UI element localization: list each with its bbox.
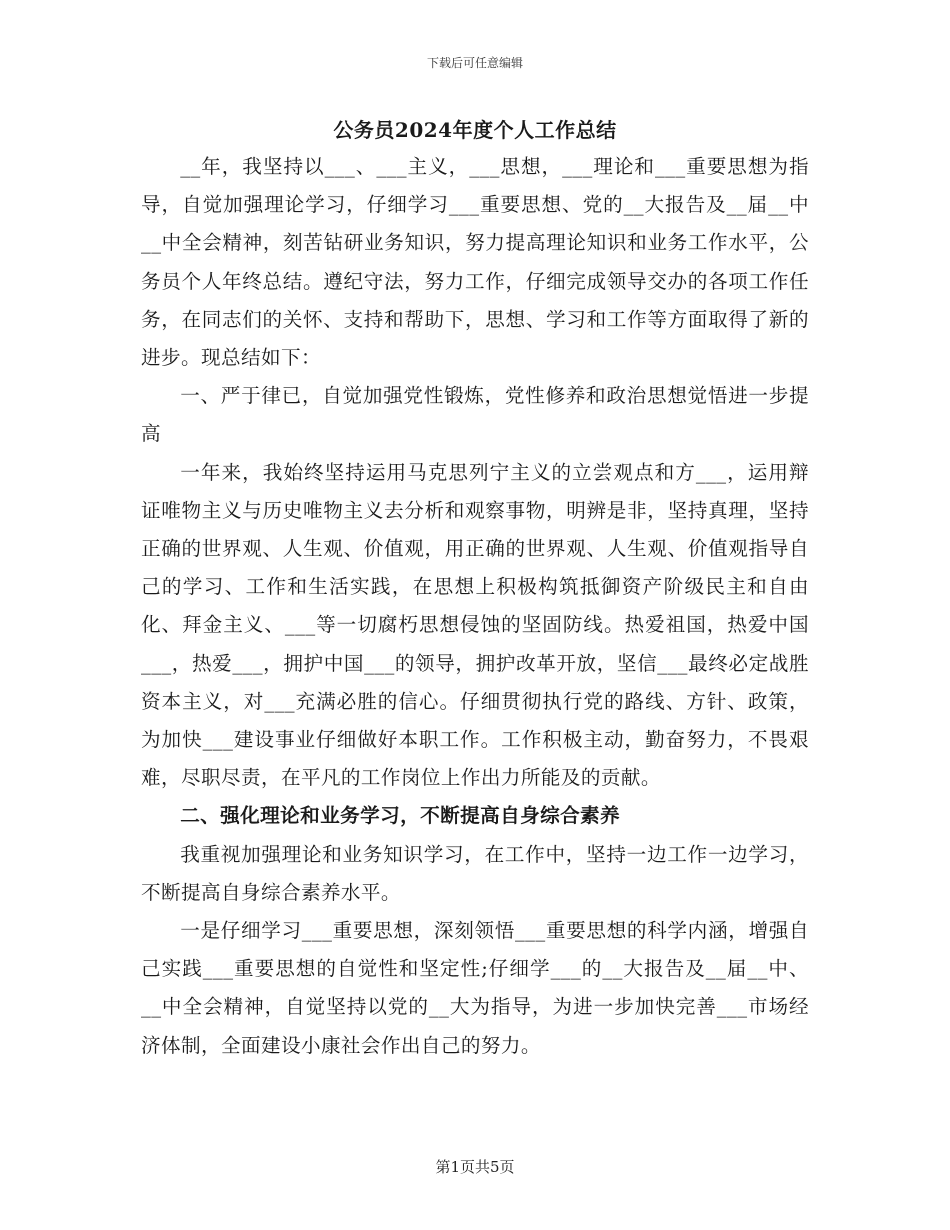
paragraph-section-2-intro: 我重视加强理论和业务知识学习，在工作中，坚持一边工作一边学习，不断提高自身综合素养水平。 <box>141 842 809 904</box>
header-note: 下载后可任意编辑 <box>426 56 523 70</box>
section-heading-2: 二、强化理论和业务学习，不断提高自身综合素养 <box>180 804 621 828</box>
document-title: 公务员2024年度个人工作总结 <box>333 118 617 142</box>
page-number-footer: 第1页共5页 <box>435 1158 515 1176</box>
document-body <box>141 148 809 1065</box>
paragraph-section-2-point-1: 一是仔细学习___重要思想，深刻领悟___重要思想的科学内涵，增强自己实践___重要思想的自觉性和坚定性;仔细学___的__大报告及__届__中、__中全会精神，自觉坚持以党的__大为指导，为进一步加快完善___市场经济体制，全面建设小康社会作出自己的努力。 <box>141 919 809 1057</box>
paragraph-section-1: 一年来，我始终坚持运用马克思列宁主义的立尝观点和方___，运用辩证唯物主义与历史唯物主义去分析和观察事物，明辨是非，坚持真理，坚持正确的世界观、人生观、价值观，用正确的世界观、人生观、价值观指导自己的学习、工作和生活实践，在思想上积极构筑抵御资产阶级民主和自由化、拜金主义、___等一切腐朽思想侵蚀的坚固防线。热爱祖国，热爱中国___，热爱___，拥护中国___的领导，拥护改革开放，坚信___最终必定战胜资本主义，对___充满必胜的信心。仔细贯彻执行党的路线、方针、政策，为加快___建设事业仔细做好本职工作。工作积极主动，勤奋努力，不畏艰难，尽职尽责，在平凡的工作岗位上作出力所能及的贡献。 <box>141 460 809 790</box>
section-heading-1: 一、严于律已，自觉加强党性锻炼，党性修养和政治思想觉悟进一步提高 <box>141 384 809 446</box>
paragraph-intro: __年，我坚持以___、___主义，___思想，___理论和___重要思想为指导，自觉加强理论学习，仔细学习___重要思想、党的__大报告及__届__中__中全会精神，刻苦钻研业务知识，努力提高理论知识和业务工作水平，公务员个人年终总结。遵纪守法，努力工作，仔细完成领导交办的各项工作任务，在同志们的关怀、支持和帮助下，思想、学习和工作等方面取得了新的进步。现总结如下： <box>141 155 809 370</box>
